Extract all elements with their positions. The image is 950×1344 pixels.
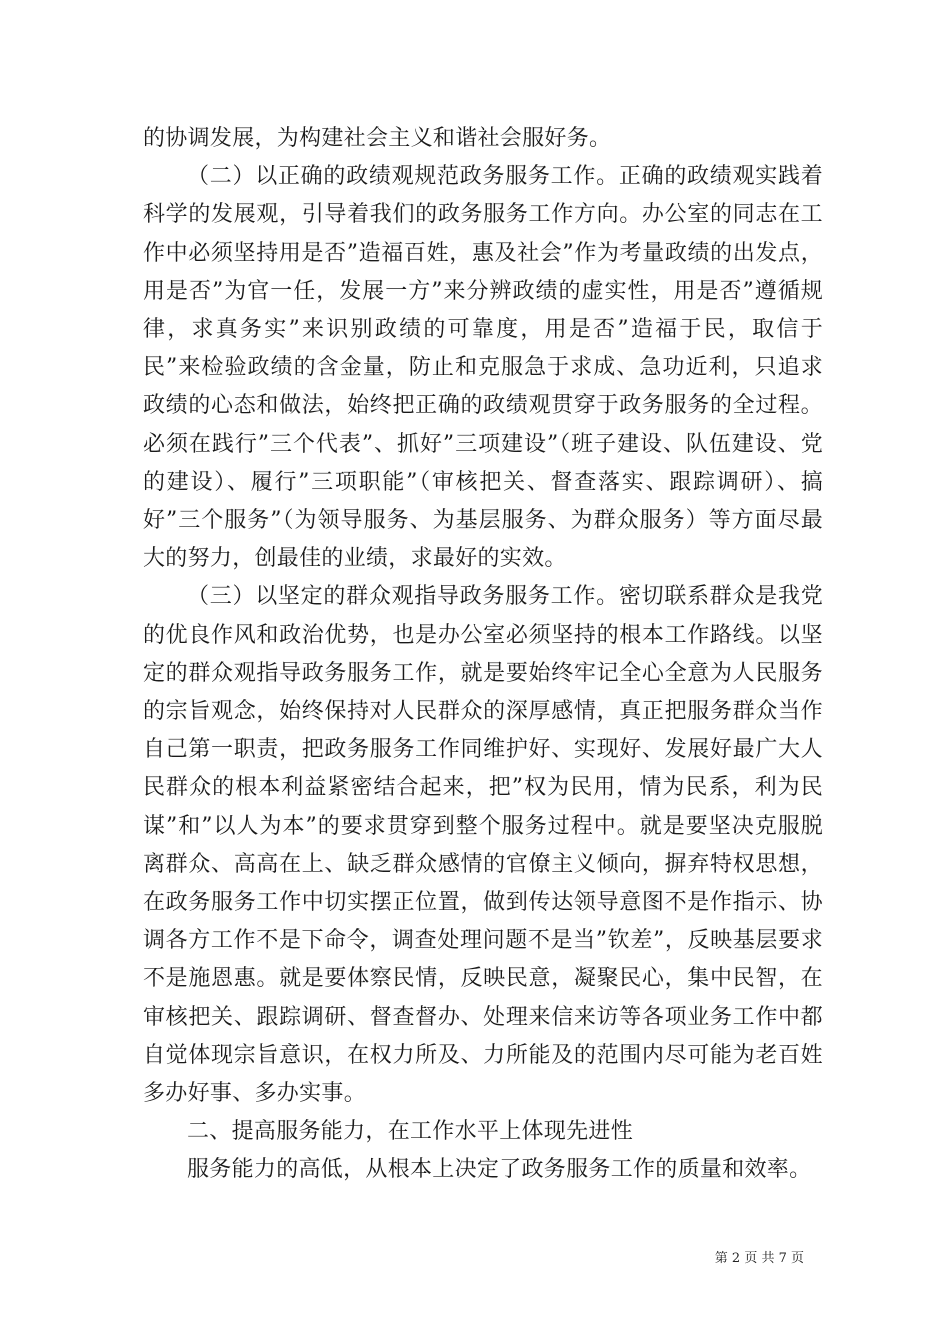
- paragraph-mass-view: （三）以坚定的群众观指导政务服务工作。密切联系群众是我党的优良作风和政治优势，也是办公室必须坚持的根本工作路线。以坚定的群众观指导政务服务工作，就是要始终牢记全心全意为人民服务的宗旨观念，始终保持对人民群众的深厚感情，真正把服务群众当作自己第一职责，把政务服务工作同维护好、实现好、发展好最广大人民群众的根本利益紧密结合起来，把”权为民用，情为民系，利为民谋”和”以人为本”的要求贯穿到整个服务过程中。就是要坚决克服脱离群众、高高在上、缺乏群众感情的官僚主义倾向，摒弃特权思想，在政务服务工作中切实摆正位置，做到传达领导意图不是作指示、协调各方工作不是下命令，调查处理问题不是当”钦差”，反映基层要求不是施恩惠。就是要体察民情，反映民意，凝聚民心，集中民智，在审核把关、跟踪调研、督查督办、处理来信来访等各项业务工作中都自觉体现宗旨意识，在权力所及、力所能及的范围内尽可能为老百姓多办好事、多办实事。: [143, 584, 823, 1107]
- document-body: [143, 120, 823, 1190]
- section-heading: 二、提高服务能力，在工作水平上体现先进性: [187, 1119, 634, 1145]
- paragraph-performance-view: （二）以正确的政绩观规范政务服务工作。正确的政绩观实践着科学的发展观，引导着我们的政务服务工作方向。办公室的同志在工作中必须坚持用是否”造福百姓，惠及社会”作为考量政绩的出发点，用是否”为官一任，发展一方”来分辨政绩的虚实性，用是否”遵循规律，求真务实”来识别政绩的可靠度，用是否”造福于民，取信于民”来检验政绩的含金量，防止和克服急于求成、急功近利，只追求政绩的心态和做法，始终把正确的政绩观贯穿于政务服务的全过程。必须在践行”三个代表”、抓好”三项建设”（班子建设、队伍建设、党的建设）、履行”三项职能”（审核把关、督查落实、跟踪调研）、搞好”三个服务”（为领导服务、为基层服务、为群众服务）等方面尽最大的努力，创最佳的业绩，求最好的实效。: [143, 164, 823, 572]
- paragraph-service-capability: 服务能力的高低，从根本上决定了政务服务工作的质量和效率。: [187, 1157, 812, 1183]
- paragraph-continuation: 的协调发展，为构建社会主义和谐社会服好务。: [143, 126, 612, 151]
- page-number: 第 2 页 共 7 页: [714, 1251, 804, 1266]
